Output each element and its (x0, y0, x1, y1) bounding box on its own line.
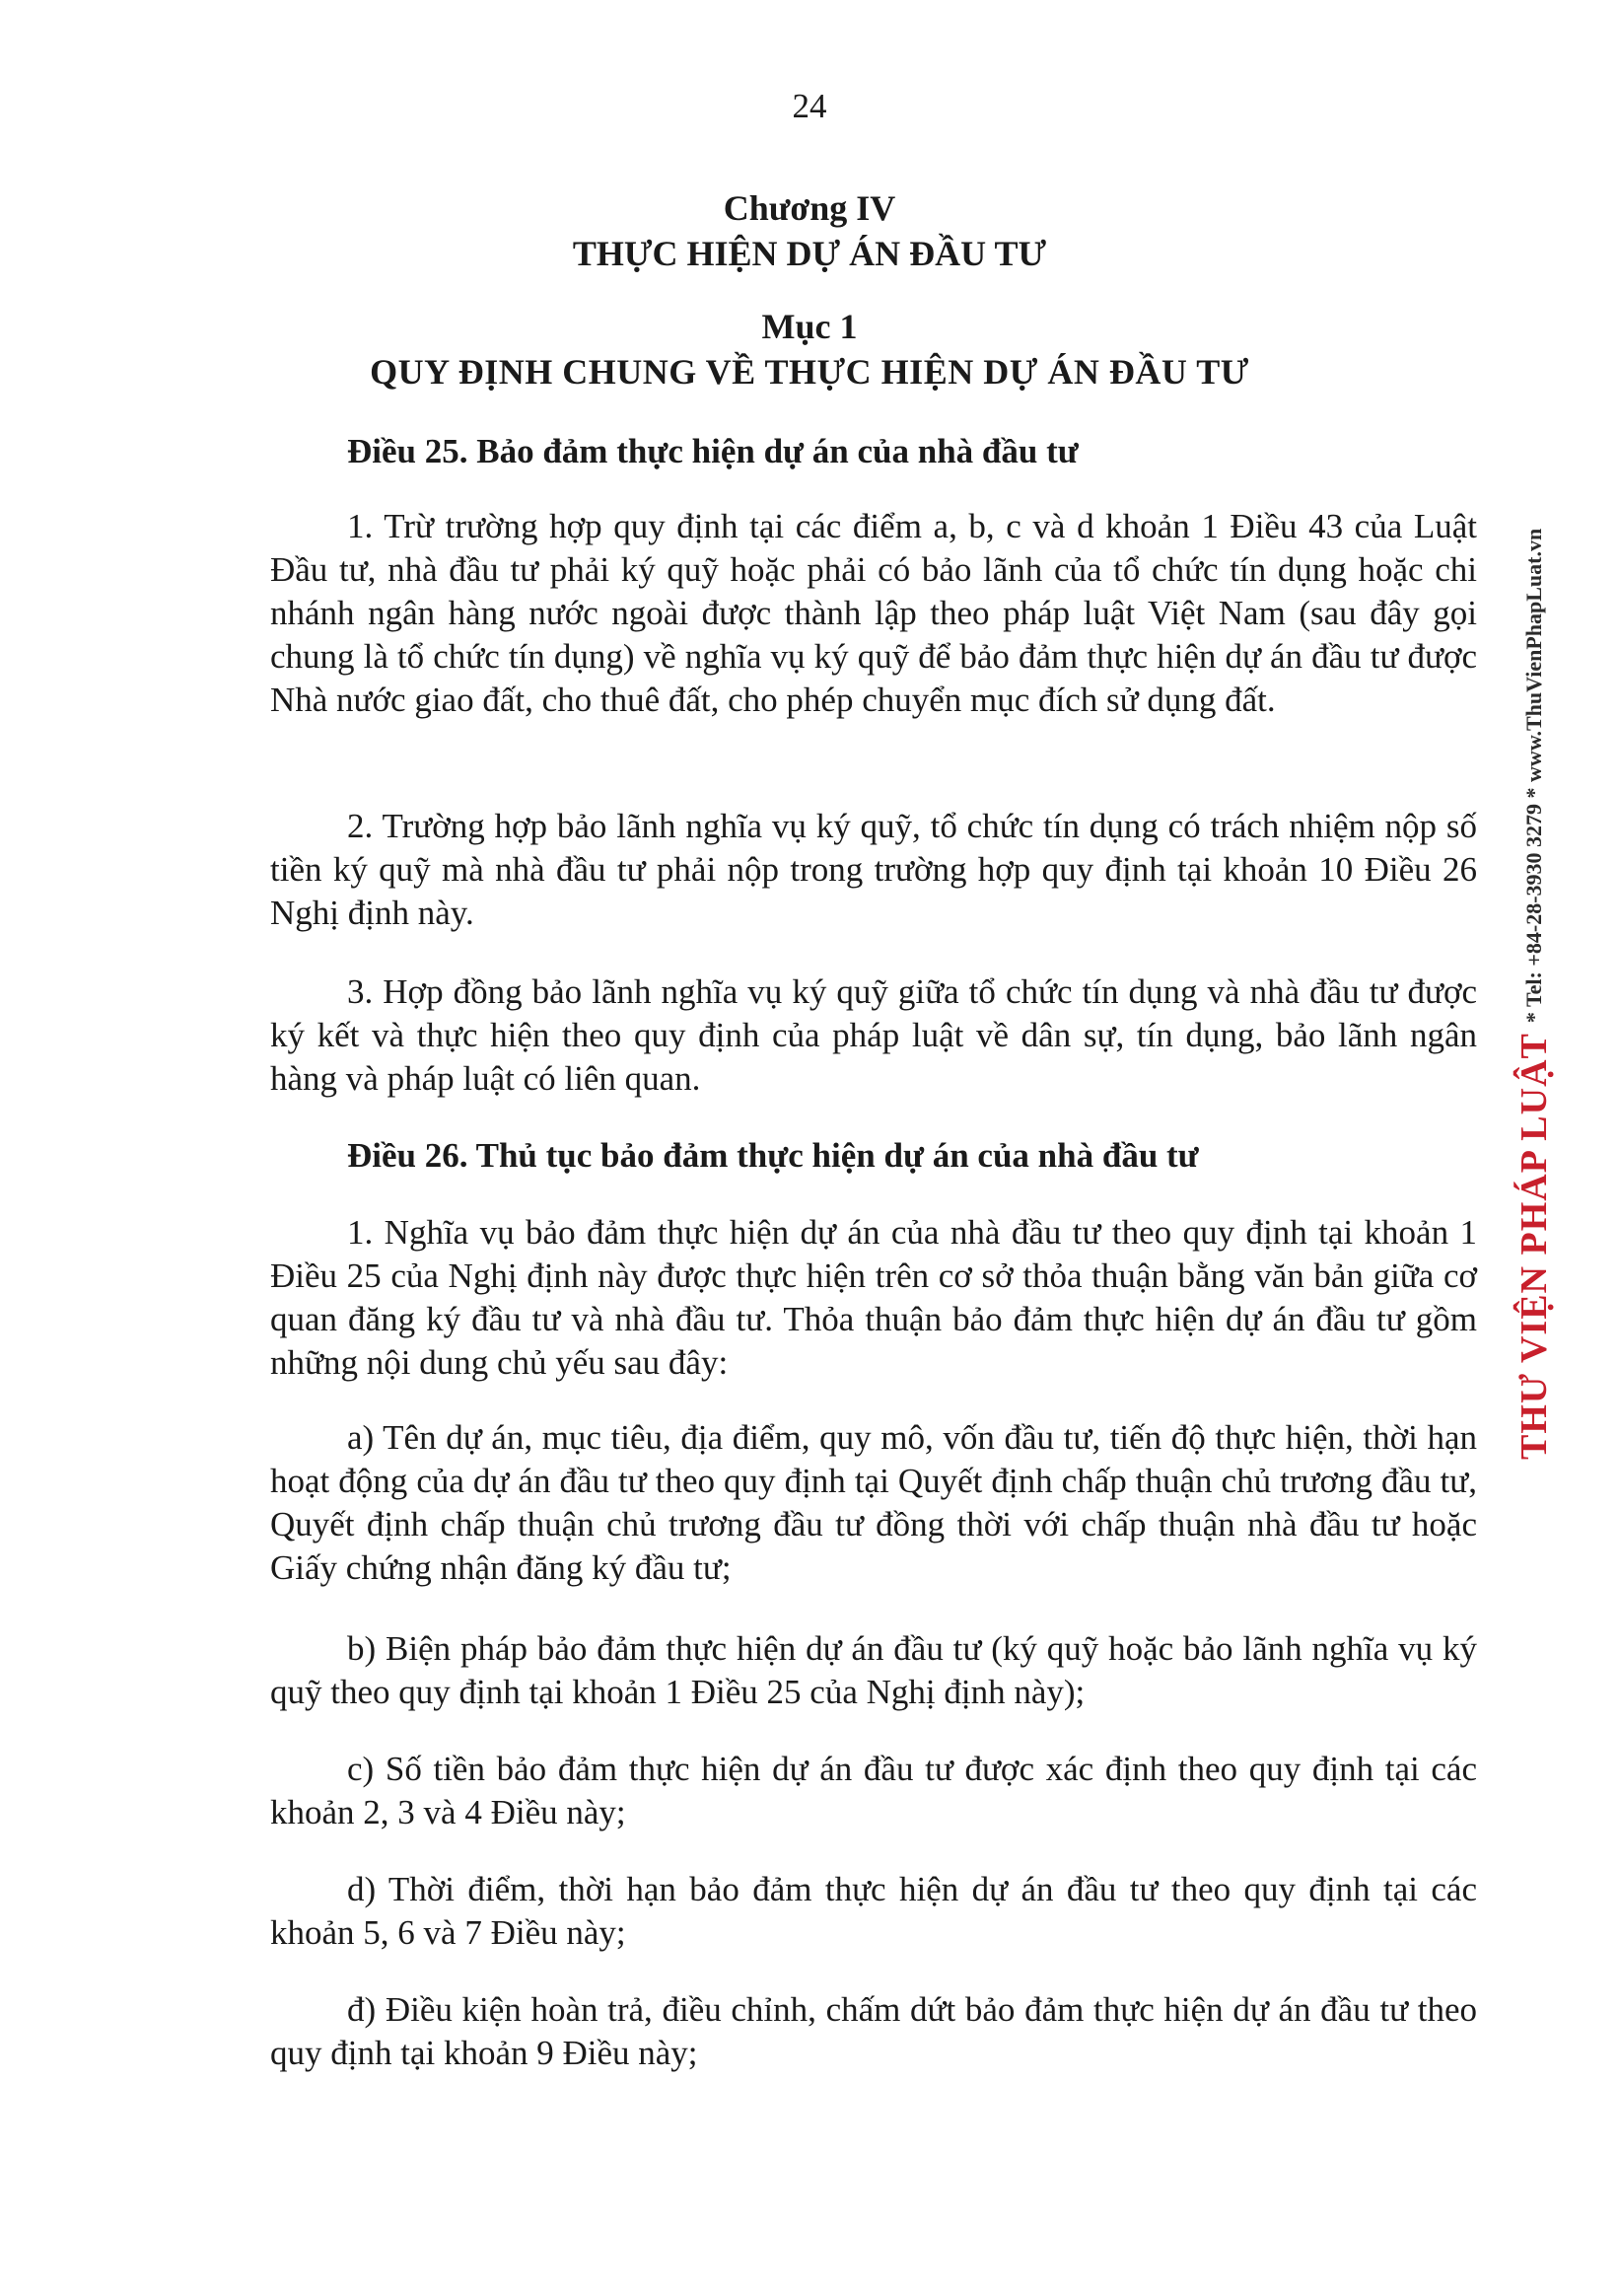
article-26-heading: Điều 26. Thủ tục bảo đảm thực hiện dự án của nhà đầu tư (347, 1136, 1199, 1175)
paragraph: 1. Trừ trường hợp quy định tại các điểm a, b, c và d khoản 1 Điều 43 của Luật Đầu tư, nhà đầu tư phải ký quỹ hoặc phải có bảo lãnh của tổ chức tín dụng hoặc chi nhánh ngân hàng nước ngoài được thành lập theo pháp luật Việt Nam (sau đây gọi chung là tổ chức tín dụng) về nghĩa vụ ký quỹ để bảo đảm thực hiện dự án đầu tư được Nhà nước giao đất, cho thuê đất, cho phép chuyển mục đích sử dụng đất. (270, 507, 1477, 719)
section-label: Mục 1 (761, 307, 858, 346)
article-26-para-1 (270, 1211, 1477, 1385)
article-26-para-b (270, 1627, 1477, 1714)
page-number: 24 (792, 87, 827, 125)
paragraph: 1. Nghĩa vụ bảo đảm thực hiện dự án của nhà đầu tư theo quy định tại khoản 1 Điều 25 của Nghị định này được thực hiện trên cơ sở thỏa thuận bằng văn bản giữa cơ quan đăng ký đầu tư và nhà đầu tư. Thỏa thuận bảo đảm thực hiện dự án đầu tư gồm những nội dung chủ yếu sau đây: (270, 1213, 1477, 1382)
article-26-para-dd (270, 1988, 1477, 2075)
paragraph: d) Thời điểm, thời hạn bảo đảm thực hiện dự án đầu tư theo quy định tại các khoản 5, 6 và 7 Điều này; (270, 1870, 1477, 1952)
section-title: QUY ĐỊNH CHUNG VỀ THỰC HIỆN DỰ ÁN ĐẦU TƯ (370, 352, 1249, 392)
paragraph: b) Biện pháp bảo đảm thực hiện dự án đầu tư (ký quỹ hoặc bảo lãnh nghĩa vụ ký quỹ theo quy định tại khoản 1 Điều 25 của Nghị định này); (270, 1629, 1477, 1711)
article-26-para-d (270, 1868, 1477, 1955)
chapter-header (0, 185, 1619, 276)
side-watermark (1507, 513, 1562, 1460)
article-26-para-c (270, 1748, 1477, 1834)
paragraph: c) Số tiền bảo đảm thực hiện dự án đầu tư được xác định theo quy định tại các khoản 2, 3 và 4 Điều này; (270, 1750, 1477, 1831)
paragraph: đ) Điều kiện hoàn trả, điều chỉnh, chấm dứt bảo đảm thực hiện dự án đầu tư theo quy định tại khoản 9 Điều này; (270, 1990, 1477, 2072)
article-26-para-a (270, 1416, 1477, 1590)
paragraph: a) Tên dự án, mục tiêu, địa điểm, quy mô, vốn đầu tư, tiến độ thực hiện, thời hạn hoạt động của dự án đầu tư theo quy định tại Quyết định chấp thuận chủ trương đầu tư, Quyết định chấp thuận chủ trương đầu tư đồng thời với chấp thuận nhà đầu tư hoặc Giấy chứng nhận đăng ký đầu tư; (270, 1418, 1477, 1587)
article-25-heading: Điều 25. Bảo đảm thực hiện dự án của nhà đầu tư (347, 432, 1079, 470)
paragraph: 2. Trường hợp bảo lãnh nghĩa vụ ký quỹ, tổ chức tín dụng có trách nhiệm nộp số tiền ký quỹ mà nhà đầu tư phải nộp trong trường hợp quy định tại khoản 10 Điều 26 Nghị định này. (270, 807, 1477, 932)
watermark-name: THƯ VIỆN PHÁP LUẬT (1513, 1033, 1555, 1460)
chapter-label: Chương IV (723, 188, 896, 228)
chapter-title: THỰC HIỆN DỰ ÁN ĐẦU TƯ (572, 234, 1047, 273)
article-25-para-1 (270, 505, 1477, 722)
watermark-contact: * Tel: +84-28-3930 3279 * www.ThuVienPhapLuat.vn (1521, 528, 1546, 1024)
section-header (0, 304, 1619, 395)
article-25-para-2 (270, 805, 1477, 935)
paragraph: 3. Hợp đồng bảo lãnh nghĩa vụ ký quỹ giữa tổ chức tín dụng và nhà đầu tư được ký kết và thực hiện theo quy định của pháp luật về dân sự, tín dụng, bảo lãnh ngân hàng và pháp luật có liên quan. (270, 972, 1477, 1098)
article-25-para-3 (270, 970, 1477, 1101)
